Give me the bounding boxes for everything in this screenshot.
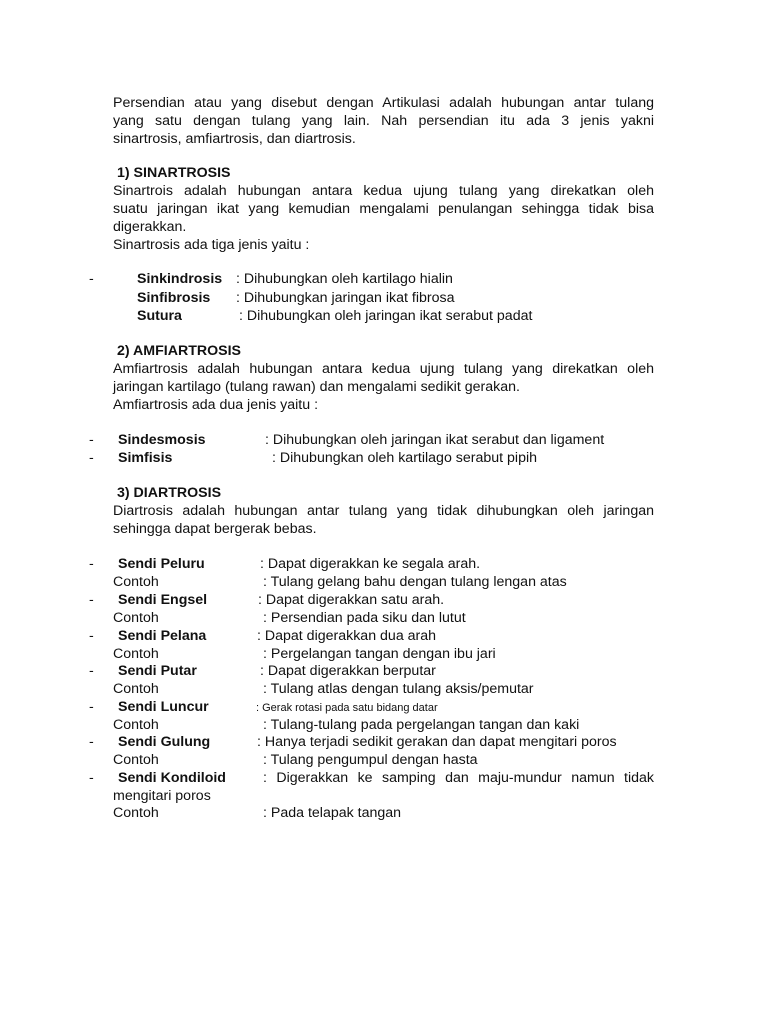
term-sendi-kondiloid: Sendi Kondiloid: [118, 770, 226, 786]
term-description-continued: mengitari poros: [113, 788, 211, 804]
list-dash: -: [89, 734, 94, 750]
term-sendi-luncur: Sendi Luncur: [118, 699, 209, 715]
term-sendi-gulung: Sendi Gulung: [118, 734, 211, 750]
sinartrosis-description: [113, 182, 654, 236]
term-description: : Dapat digerakkan satu arah.: [258, 592, 445, 608]
contoh-label: Contoh: [113, 681, 159, 697]
term-description: : Dihubungkan oleh jaringan ikat serabut padat: [239, 308, 533, 324]
term-example: : Tulang atlas dengan tulang aksis/pemutar: [263, 681, 534, 697]
contoh-label: Contoh: [113, 717, 159, 733]
description-line: suatu jaringan ikat yang kemudian mengalami penulangan sehingga tidak bisa: [113, 201, 654, 217]
diartrosis-description: [113, 502, 654, 538]
term-example: : Tulang-tulang pada pergelangan tangan dan kaki: [263, 717, 580, 733]
term-description: : Dapat digerakkan berputar: [260, 663, 436, 679]
contoh-label: Contoh: [113, 646, 159, 662]
term-description: : Digerakkan ke samping dan maju-mundur namun tidak: [263, 770, 654, 786]
term-example: : Tulang gelang bahu dengan tulang lengan atas: [263, 574, 567, 590]
list-dash: -: [89, 699, 94, 715]
description-line: jaringan kartilago (tulang rawan) dan mengalami sedikit gerakan.: [113, 379, 520, 395]
description-line: Diartrosis adalah hubungan antar tulang yang tidak dihubungkan oleh jaringan: [113, 503, 654, 519]
description-line: digerakkan.: [113, 219, 187, 235]
section-heading-amfiartrosis: 2) AMFIARTROSIS: [117, 343, 242, 359]
description-line: Amfiartrosis adalah hubungan antara kedua ujung tulang yang direkatkan oleh: [113, 361, 654, 377]
term-sendi-engsel: Sendi Engsel: [118, 592, 208, 608]
term-sinfibrosis: Sinfibrosis: [137, 290, 211, 306]
amfiartrosis-types-intro: Amfiartrosis ada dua jenis yaitu :: [113, 397, 319, 413]
section-heading-diartrosis: 3) DIARTROSIS: [117, 485, 222, 501]
term-description: : Dihubungkan jaringan ikat fibrosa: [236, 290, 455, 306]
term-example: : Persendian pada siku dan lutut: [263, 610, 466, 626]
term-sendi-putar: Sendi Putar: [118, 663, 197, 679]
intro-line: Persendian atau yang disebut dengan Artikulasi adalah hubungan antar tulang: [113, 95, 654, 111]
description-line: sehingga dapat bergerak bebas.: [113, 521, 317, 537]
term-sutura: Sutura: [137, 308, 182, 324]
contoh-label: Contoh: [113, 574, 159, 590]
amfiartrosis-description: [113, 360, 654, 396]
term-sindesmosis: Sindesmosis: [118, 432, 206, 448]
sinartrosis-types-intro: Sinartrosis ada tiga jenis yaitu :: [113, 237, 310, 253]
term-example: : Tulang pengumpul dengan hasta: [263, 752, 478, 768]
term-description: : Gerak rotasi pada satu bidang datar: [256, 702, 438, 714]
list-dash: -: [89, 592, 94, 608]
contoh-label: Contoh: [113, 610, 159, 626]
description-line: Sinartrois adalah hubungan antara kedua ujung tulang yang direkatkan oleh: [113, 183, 654, 199]
contoh-label: Contoh: [113, 752, 159, 768]
term-description: : Dapat digerakkan ke segala arah.: [260, 556, 481, 572]
term-sinkindrosis: Sinkindrosis: [137, 271, 223, 287]
list-dash: -: [89, 271, 94, 287]
list-dash: -: [89, 770, 94, 786]
term-description: : Dihubungkan oleh kartilago hialin: [236, 271, 453, 287]
section-heading-sinartrosis: 1) SINARTROSIS: [117, 165, 231, 181]
contoh-label: Contoh: [113, 805, 159, 821]
list-dash: -: [89, 663, 94, 679]
term-description: : Dihubungkan oleh jaringan ikat serabut dan ligament: [265, 432, 605, 448]
list-dash: -: [89, 450, 94, 466]
term-simfisis: Simfisis: [118, 450, 173, 466]
term-description: : Dihubungkan oleh kartilago serabut pipih: [272, 450, 538, 466]
list-dash: -: [89, 556, 94, 572]
intro-line: yang satu dengan tulang yang lain. Nah persendian itu ada 3 jenis yakni: [113, 113, 654, 129]
term-example: : Pada telapak tangan: [263, 805, 402, 821]
term-description: : Dapat digerakkan dua arah: [257, 628, 437, 644]
list-dash: -: [89, 432, 94, 448]
term-sendi-peluru: Sendi Peluru: [118, 556, 205, 572]
term-description: : Hanya terjadi sedikit gerakan dan dapat mengitari poros: [257, 734, 617, 750]
intro-paragraph: [113, 94, 654, 148]
list-dash: -: [89, 628, 94, 644]
intro-line: sinartrosis, amfiartrosis, dan diartrosis.: [113, 131, 356, 147]
term-sendi-pelana: Sendi Pelana: [118, 628, 207, 644]
term-example: : Pergelangan tangan dengan ibu jari: [263, 646, 496, 662]
